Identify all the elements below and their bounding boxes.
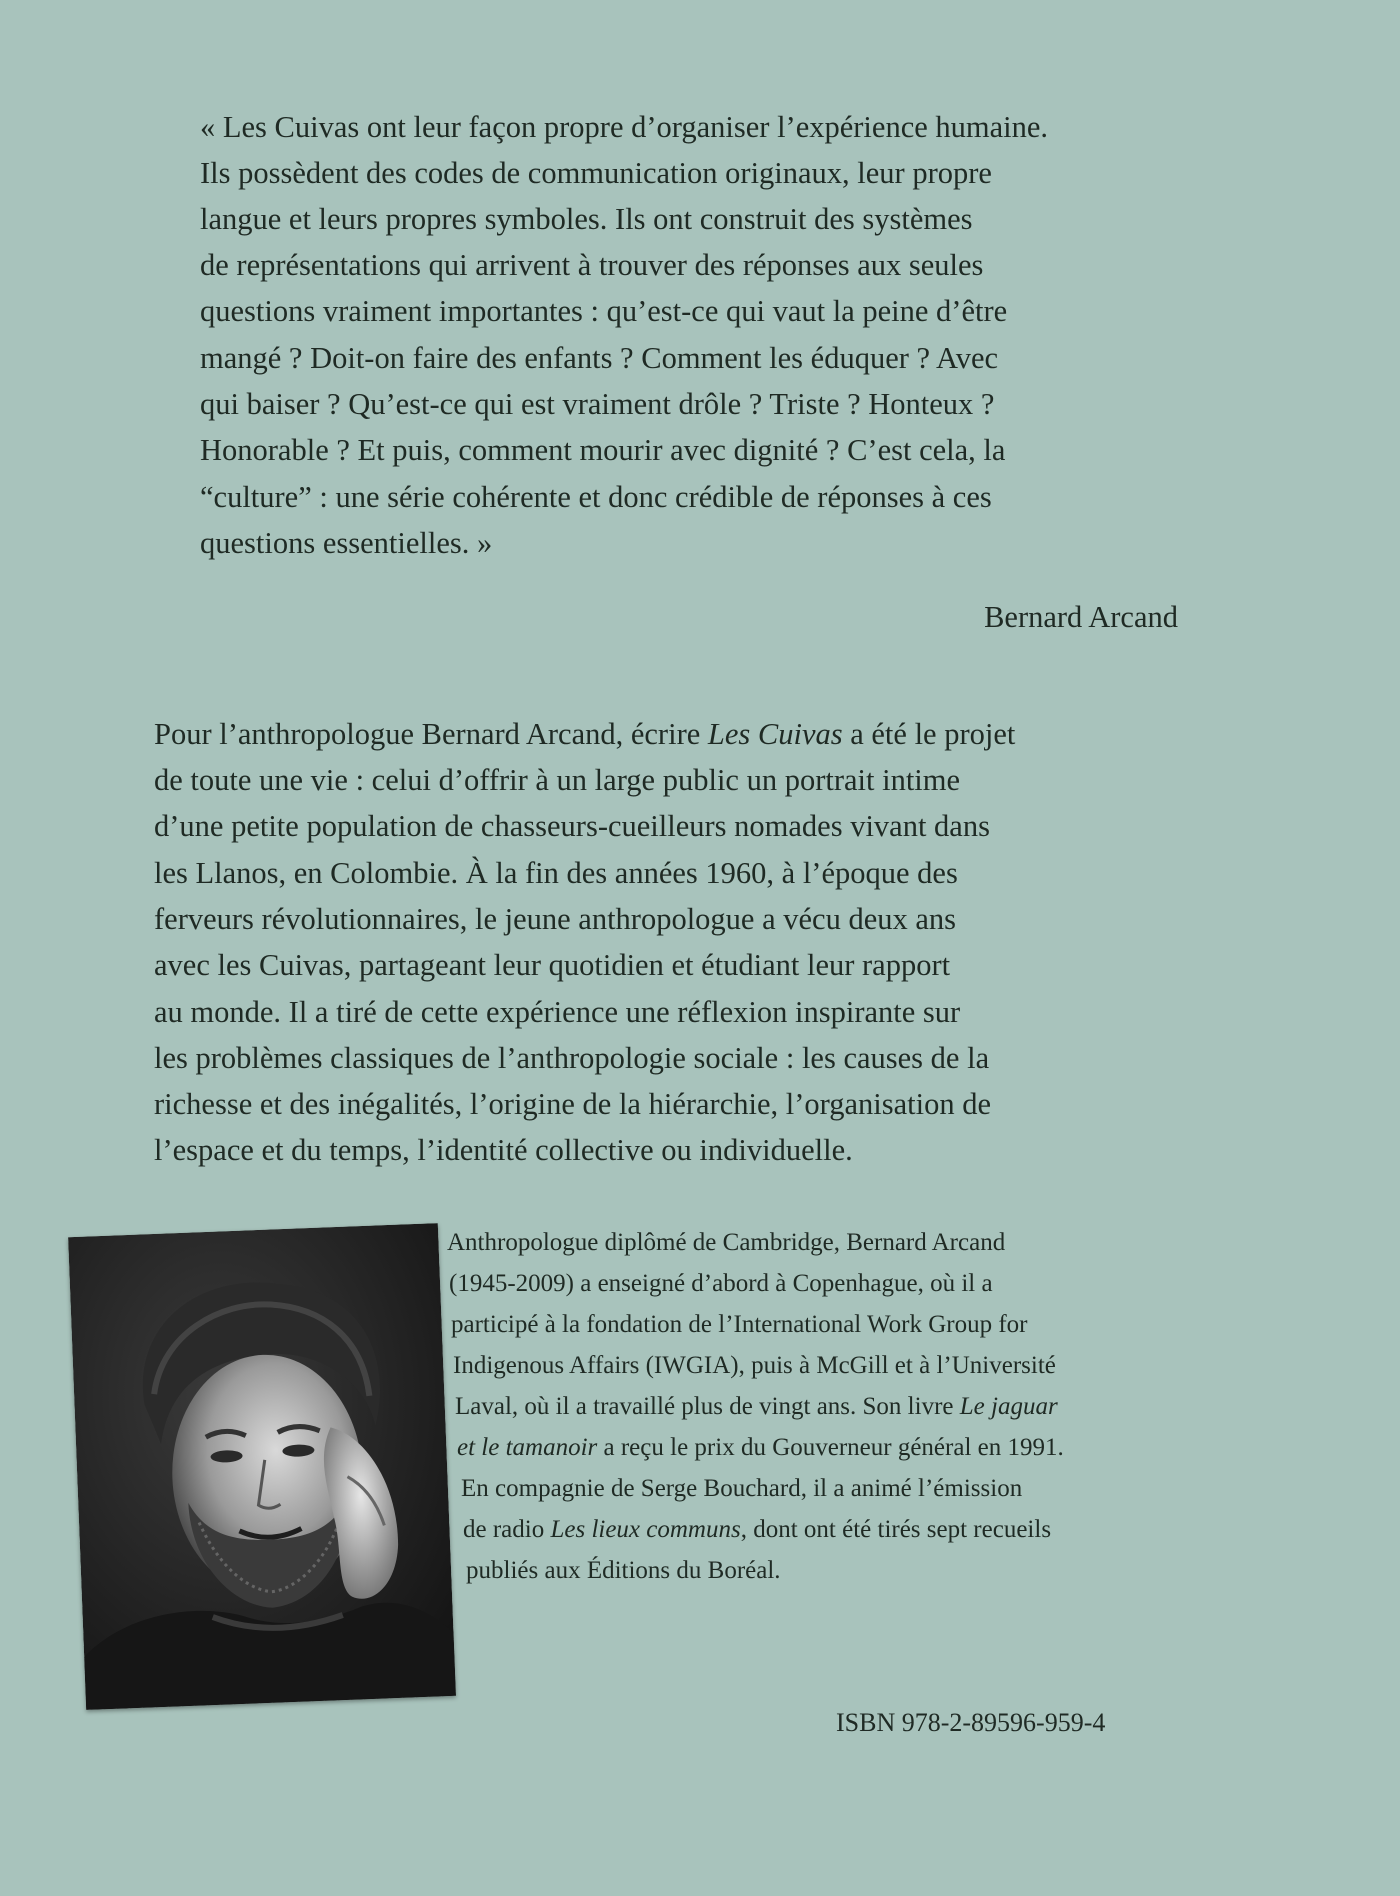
quote-line: langue et leurs propres symboles. Ils ont construit des systèmes (200, 202, 973, 236)
bio-line (463, 1517, 1051, 1542)
description-text: Pour l’anthropologue Bernard Arcand, écrire (154, 717, 708, 751)
author-photo (68, 1223, 456, 1710)
quote-line: Ils possèdent des codes de communication originaux, leur propre (200, 156, 992, 190)
description-line: richesse et des inégalités, l’origine de la hiérarchie, l’organisation de (154, 1087, 992, 1121)
description-line: au monde. Il a tiré de cette expérience une réflexion inspirante sur (154, 995, 961, 1029)
bio-text: de radio (463, 1516, 551, 1543)
book-title: Le jaguar (959, 1393, 1058, 1420)
description-line: l’espace et du temps, l’identité collective ou individuelle. (154, 1133, 853, 1167)
description-line: les Llanos, en Colombie. À la fin des années 1960, à l’époque des (154, 856, 958, 890)
bio-line: Indigenous Affairs (IWGIA), puis à McGill et à l’Université (453, 1352, 1056, 1379)
quote-line: mangé ? Doit-on faire des enfants ? Comment les éduquer ? Avec (200, 341, 999, 375)
bio-line: En compagnie de Serge Bouchard, il a animé l’émission (461, 1475, 1023, 1502)
quote-line: questions essentielles. » (200, 526, 493, 560)
quote-line: “culture” : une série cohérente et donc crédible de réponses à ces (200, 480, 992, 514)
description-text: a été le projet (842, 717, 1016, 751)
bio-line: Anthropologue diplômé de Cambridge, Bernard Arcand (447, 1229, 1006, 1256)
bio-line: (1945-2009) a enseigné d’abord à Copenhague, où il a (449, 1270, 993, 1297)
description-line: avec les Cuivas, partageant leur quotidien et étudiant leur rapport (154, 948, 951, 982)
bio-text: a reçu le prix du Gouverneur général en 1991. (597, 1434, 1064, 1461)
description-line: d’une petite population de chasseurs-cueilleurs nomades vivant dans (154, 809, 990, 843)
quote-line: de représentations qui arrivent à trouver des réponses aux seules (200, 248, 984, 282)
description-line: les problèmes classiques de l’anthropologie sociale : les causes de la (154, 1041, 990, 1075)
quote-line: Honorable ? Et puis, comment mourir avec dignité ? C’est cela, la (200, 433, 1006, 467)
bio-line (457, 1435, 1064, 1460)
bio-text: Laval, où il a travaillé plus de vingt ans. Son livre (455, 1393, 960, 1420)
description-line (154, 719, 1015, 750)
radio-show-title: Les lieux communs (550, 1516, 741, 1543)
quote-author: Bernard Arcand (984, 600, 1178, 634)
bio-line: publiés aux Éditions du Boréal. (466, 1557, 781, 1584)
bio-text: , dont ont été tirés sept recueils (740, 1516, 1052, 1543)
quote-line: questions vraiment importantes : qu’est-ce qui vaut la peine d’être (200, 294, 1008, 328)
isbn: ISBN 978-2-89596-959-4 (836, 1708, 1106, 1737)
quote-line: « Les Cuivas ont leur façon propre d’organiser l’expérience humaine. (200, 110, 1049, 144)
description-line: ferveurs révolutionnaires, le jeune anthropologue a vécu deux ans (154, 902, 957, 936)
bio-line: participé à la fondation de l’International Work Group for (451, 1311, 1028, 1338)
book-title: et le tamanoir (457, 1434, 598, 1461)
book-title: Les Cuivas (707, 717, 843, 751)
quote-line: qui baiser ? Qu’est-ce qui est vraiment drôle ? Triste ? Honteux ? (200, 387, 995, 421)
description-line: de toute une vie : celui d’offrir à un large public un portrait intime (154, 763, 961, 797)
bio-line (455, 1394, 1058, 1419)
author-portrait-image (68, 1223, 456, 1710)
